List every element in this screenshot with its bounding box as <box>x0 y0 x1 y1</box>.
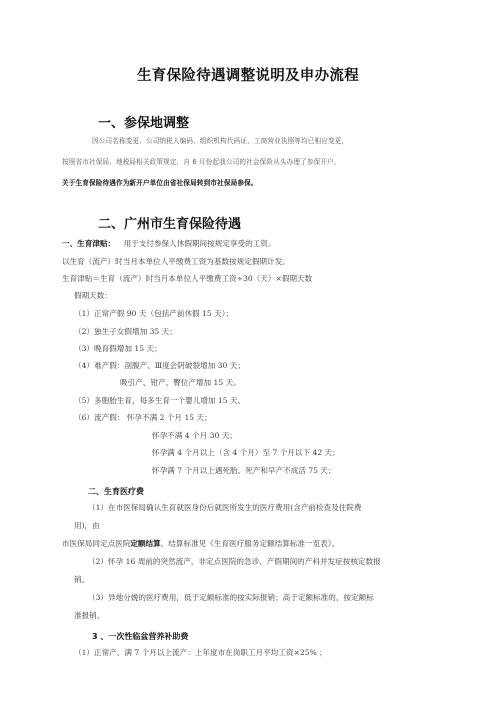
medical-line: （2）怀孕 16 周前的突然流产，非定点医院的急诊、产假期间的产科并发症按核定数报 <box>88 557 381 566</box>
allowance-line <box>62 239 275 249</box>
leave-item: （2）独生子女假增加 35 天； <box>74 327 177 336</box>
medical-bold-text: 定额结算 <box>130 539 161 548</box>
medical-line: （1）在市医保局确认生育就医身份后就医所发生的医疗费用(含产前检查及住院费 <box>88 503 362 512</box>
medical-line <box>62 539 339 549</box>
medical-line: 用)，由 <box>74 521 100 530</box>
subsidy-heading: 3 、一次性临盆营养补助费 <box>92 632 189 641</box>
allowance-formula: 生育津贴＝生育（流产）时当月本单位人平缴费工资÷30（天）×假期天数 <box>62 274 313 283</box>
leave-item: （6）流产假： 怀孕不满 2 个月 15 天； <box>74 413 212 422</box>
medical-line: 销。 <box>74 575 90 584</box>
leave-item: （3）晚育假增加 15 天； <box>74 344 162 353</box>
section-1-paragraph-line: 按照省市社保局、地税局相关政策规定，自 6 月份起我公司的社会保险从头办理了参保开户， <box>62 158 341 166</box>
leave-item: 吸引产、钳产、臀位产增加 15 天。 <box>120 378 241 387</box>
section-2-heading: 二、广州市生育保险待遇 <box>98 217 242 232</box>
medical-line: 准报销。 <box>74 611 105 620</box>
subsidy-line: （1）正常产、满 7 个月以上流产：上年度市在岗职工月平均工资×25% ； <box>74 648 327 657</box>
leave-item: 怀孕不满 4 个月 30 天； <box>152 431 237 440</box>
allowance-label: 一、生育津贴： <box>62 239 116 248</box>
allowance-base: 以生育（流产）时当月本单位人平缴费工资为基数按规定假期计发。 <box>62 257 290 266</box>
section-1-paragraph-bold: 关于生育保险待遇作为新开户单位由省社保局转到市社保局参保。 <box>62 179 258 187</box>
document-title: 生育保险待遇调整说明及申办流程 <box>137 68 359 84</box>
leave-item: 怀孕满 7 个月以上遇死胎、死产和早产不成活 75 天； <box>152 466 336 475</box>
allowance-text: 用于支付参保人休假期间按规定享受的工资。 <box>123 239 276 248</box>
leave-item: （4）难产假：剖腹产、Ⅲ度会阴破裂增加 30 天； <box>74 361 245 370</box>
leave-item: （1）正常产假 90 天（包括产前休假 15 天）； <box>74 309 234 318</box>
medical-heading: 二、生育医疗费 <box>88 487 144 496</box>
medical-text: ，结算标准见《生育医疗服务定额结算标准一览表》。 <box>160 539 340 548</box>
medical-line: （3）异地分娩的医疗费用，低于定额标准的按实际报销；高于定额标准的，按定额标 <box>88 593 374 602</box>
section-1-paragraph-line: 因公司名称变更、公司纳税人编码、组织机构代码证、工商营业执照等均已相应变更， <box>92 137 349 145</box>
section-1-heading: 一、参保地调整 <box>98 116 190 131</box>
leave-days-label: 假期天数： <box>74 291 112 300</box>
leave-item: 怀孕满 4 个月以上（含 4 个月）至 7 个月以下 42 天； <box>152 448 340 457</box>
medical-text: 市医保局同定点医院 <box>62 539 131 548</box>
leave-item: （5）多胞胎生育，每多生育一个婴儿增加 15 天。 <box>74 396 246 405</box>
